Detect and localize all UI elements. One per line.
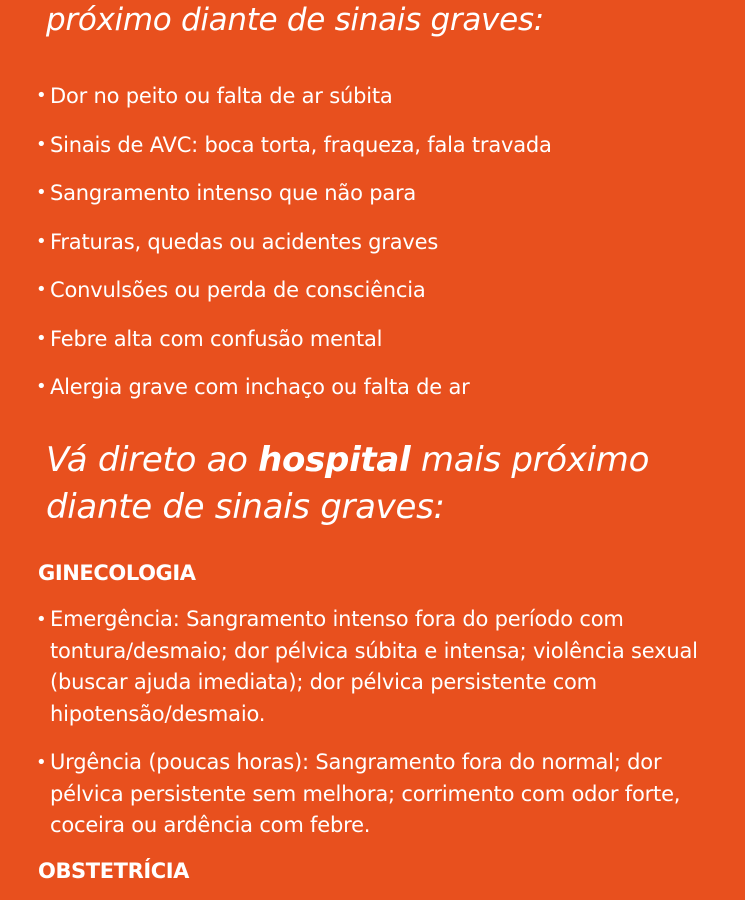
symptom-text: Febre alta com confusão mental bbox=[50, 326, 383, 351]
section-title-ginecologia: GINECOLOGIA bbox=[38, 561, 196, 585]
symptom-item bbox=[36, 370, 716, 419]
symptom-item bbox=[36, 176, 716, 225]
gyn-urgency-text: Urgência (poucas horas): Sangramento fora do normal; dor pélvica persistente sem melhora; corrimento com odor forte, coceira ou ardência com febre. bbox=[50, 750, 681, 837]
bullet-icon: • bbox=[36, 230, 47, 252]
bullet-icon: • bbox=[36, 133, 47, 155]
gyn-emergency-item bbox=[36, 604, 716, 730]
symptom-item bbox=[36, 225, 716, 274]
symptom-list bbox=[36, 79, 716, 419]
symptom-item bbox=[36, 79, 716, 128]
symptom-text: Fraturas, quedas ou acidentes graves bbox=[50, 229, 439, 254]
section-title-obstetricia: OBSTETRÍCIA bbox=[38, 859, 190, 883]
bullet-icon: • bbox=[36, 376, 47, 397]
bullet-icon: • bbox=[36, 182, 47, 203]
bullet-icon: • bbox=[36, 85, 47, 106]
headline-emphasis: hospital bbox=[258, 440, 411, 480]
symptom-text: Sinais de AVC: boca torta, fraqueza, fala travada bbox=[50, 132, 552, 157]
bullet-icon: • bbox=[36, 327, 47, 349]
headline-lead: Vá direto ao bbox=[46, 440, 259, 480]
gyn-emergency-text: Emergência: Sangramento intenso fora do período com tontura/desmaio; dor pélvica súbita e intensa; violência sexual (buscar ajuda imediata); dor pélvica persistente com hipotensão/desmaio. bbox=[50, 607, 698, 726]
symptom-item bbox=[36, 273, 716, 322]
bullet-icon: • bbox=[36, 609, 47, 630]
symptom-text: Convulsões ou perda de consciência bbox=[50, 278, 426, 302]
headline-tail: mais próximo diante de sinais graves: bbox=[46, 440, 650, 527]
symptom-text: Dor no peito ou falta de ar súbita bbox=[50, 84, 393, 108]
symptom-item bbox=[36, 322, 716, 371]
hospital-headline bbox=[46, 437, 706, 531]
gyn-urgency-item bbox=[36, 747, 716, 842]
bullet-icon: • bbox=[36, 752, 47, 773]
top-heading: próximo diante de sinais graves: bbox=[46, 2, 544, 38]
symptom-item bbox=[36, 128, 716, 177]
symptom-text: Sangramento intenso que não para bbox=[50, 181, 417, 205]
symptom-text: Alergia grave com inchaço ou falta de ar bbox=[50, 375, 470, 399]
bullet-icon: • bbox=[36, 279, 47, 300]
